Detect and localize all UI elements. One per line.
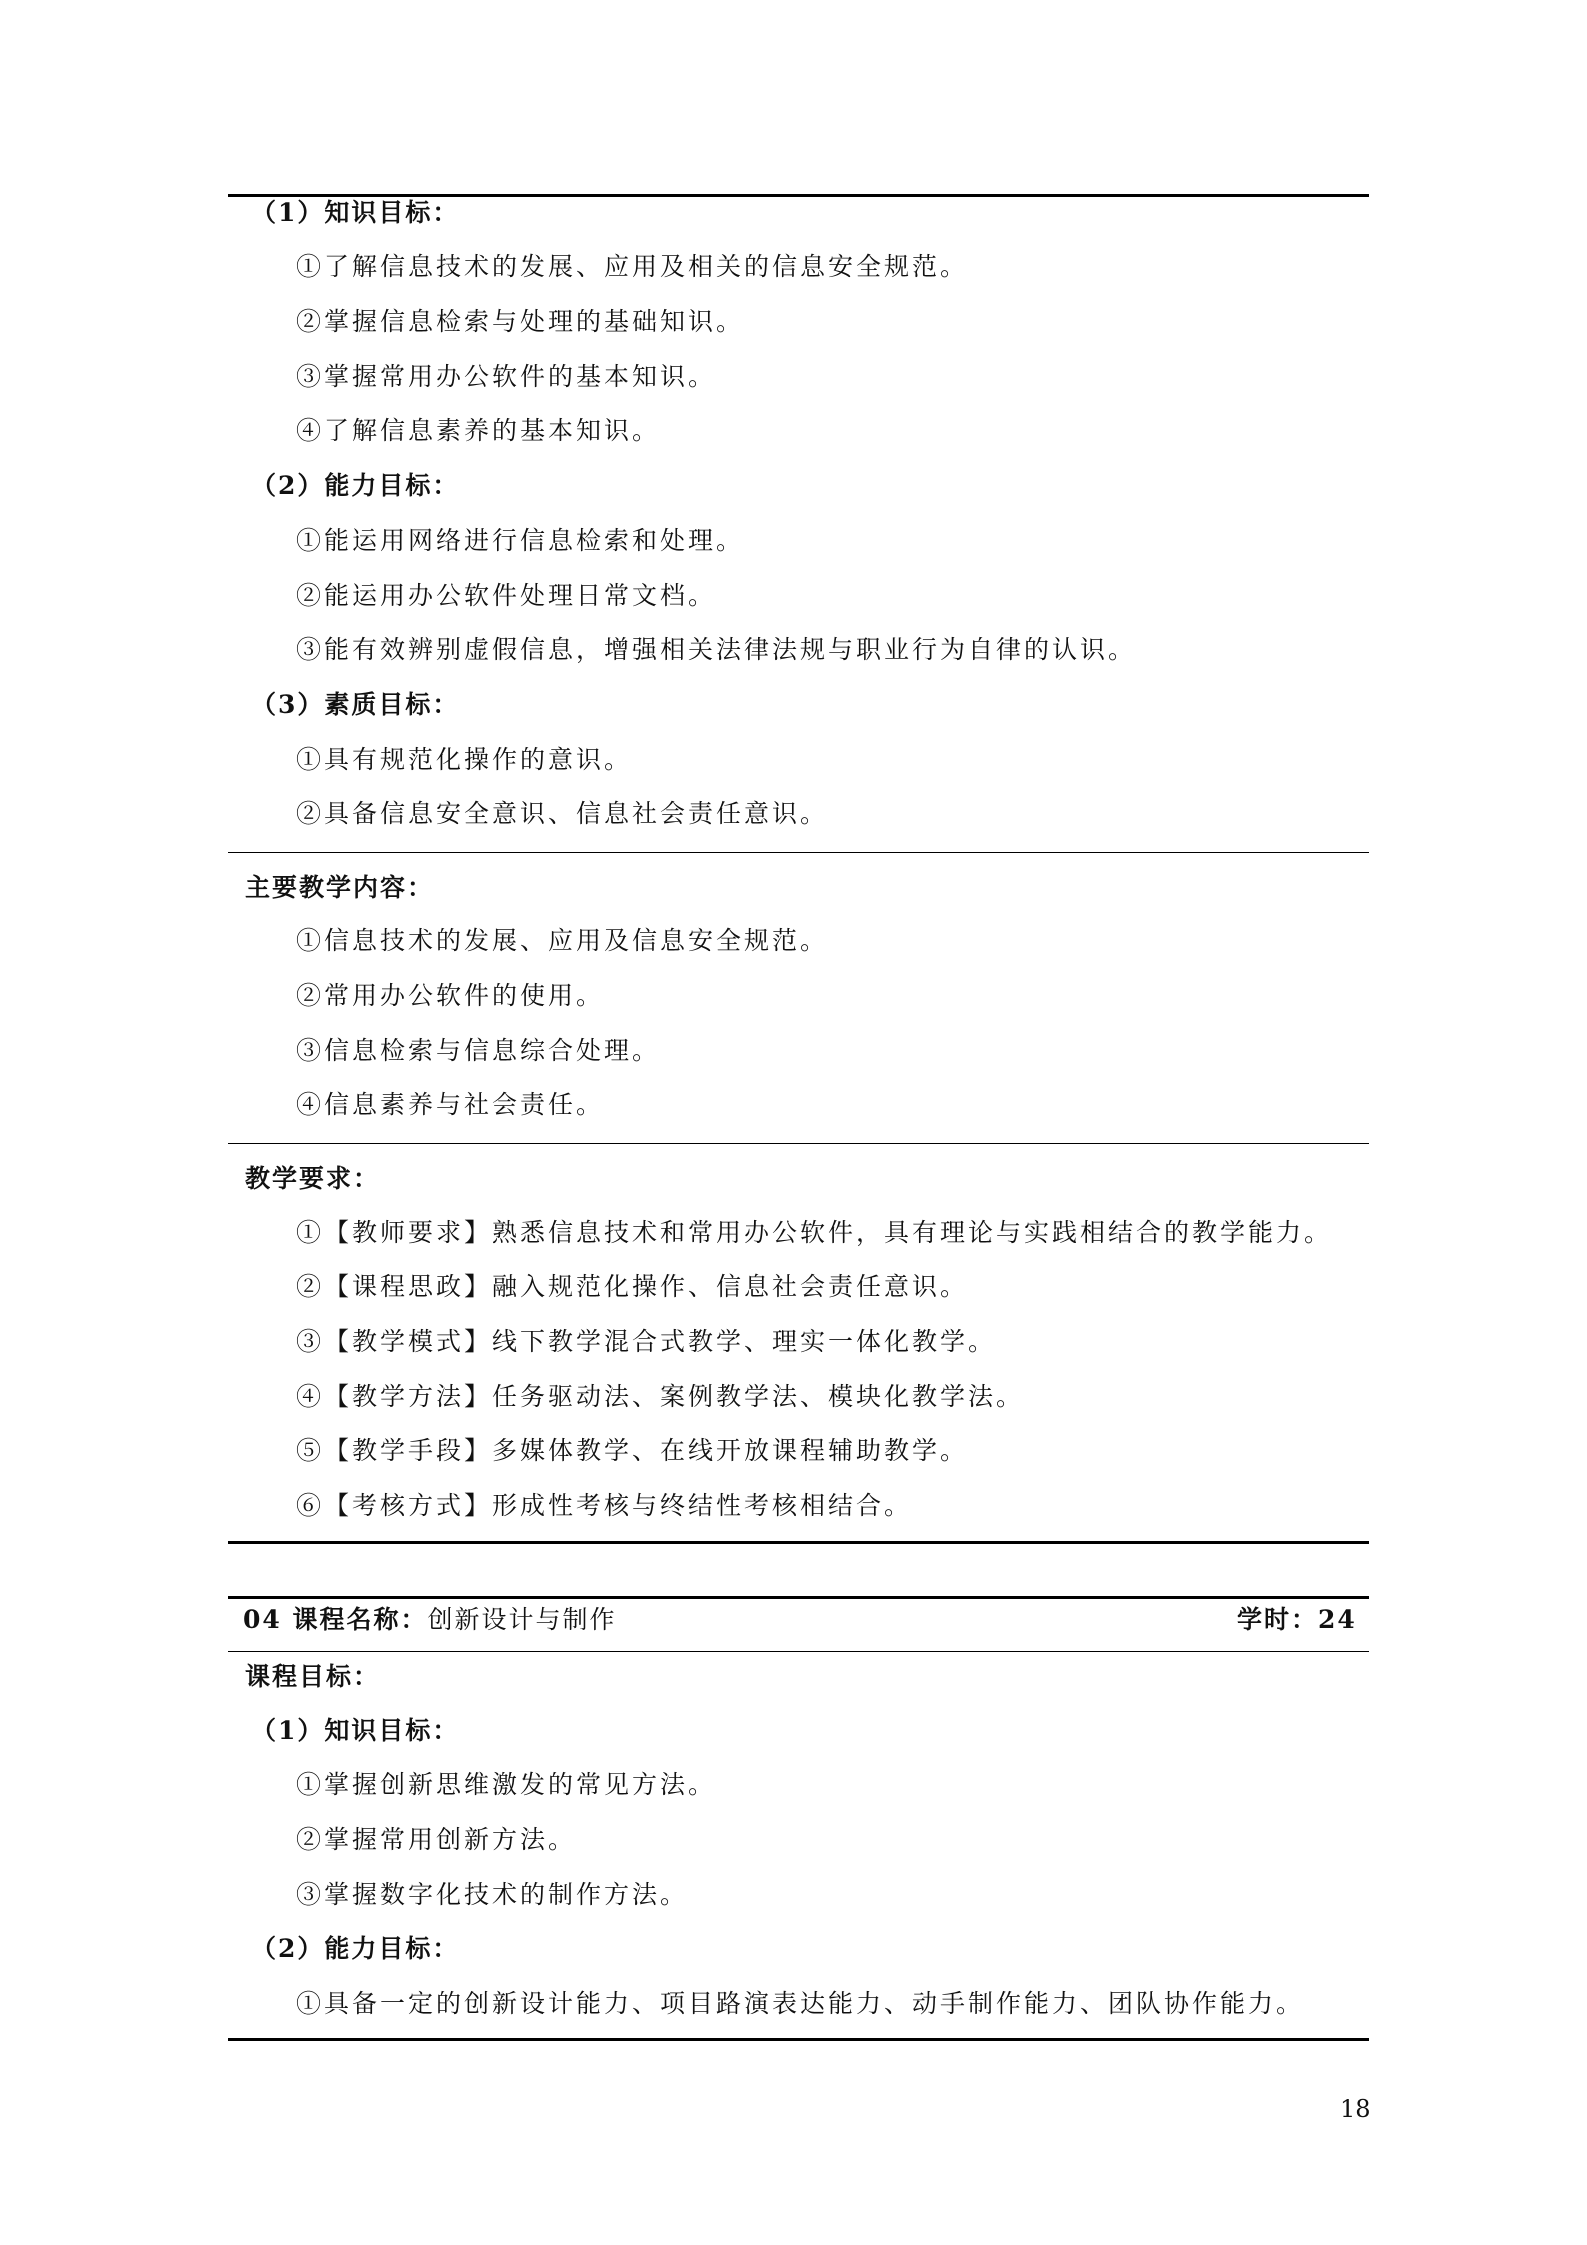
teaching-requirements-heading: 教学要求： xyxy=(245,1164,381,1193)
course-hours: 学时：24 xyxy=(1237,1605,1357,1634)
list-item: ③【教学模式】线下教学混合式教学、理实一体化教学。 xyxy=(296,1327,997,1356)
ability-goals-heading: （2）能力目标： xyxy=(251,1934,460,1963)
list-item: ①了解信息技术的发展、应用及相关的信息安全规范。 xyxy=(296,252,969,281)
list-item: ①【教师要求】熟悉信息技术和常用办公软件，具有理论与实践相结合的教学能力。 xyxy=(296,1218,1333,1247)
list-item: ④【教学方法】任务驱动法、案例教学法、模块化教学法。 xyxy=(296,1382,1025,1411)
divider-rule xyxy=(228,1143,1369,1144)
table-bottom-rule xyxy=(228,1541,1369,1544)
list-item: ③掌握数字化技术的制作方法。 xyxy=(296,1880,689,1909)
list-item: ②掌握常用创新方法。 xyxy=(296,1825,577,1854)
course-name-label: 04 课程名称： xyxy=(243,1605,428,1634)
page-number: 18 xyxy=(1340,2095,1371,2123)
list-item: ⑤【教学手段】多媒体教学、在线开放课程辅助教学。 xyxy=(296,1436,969,1465)
main-content-heading: 主要教学内容： xyxy=(245,873,435,902)
list-item: ③能有效辨别虚假信息，增强相关法律法规与职业行为自律的认识。 xyxy=(296,635,1137,664)
list-item: ④了解信息素养的基本知识。 xyxy=(296,416,661,445)
ability-goals-heading: （2）能力目标： xyxy=(251,471,460,500)
list-item: ①具备一定的创新设计能力、项目路演表达能力、动手制作能力、团队协作能力。 xyxy=(296,1989,1305,2018)
list-item: ⑥【考核方式】形成性考核与终结性考核相结合。 xyxy=(296,1491,913,1520)
course-goals-heading: 课程目标： xyxy=(245,1662,381,1691)
course-name-row xyxy=(243,1603,617,1637)
list-item: ②【课程思政】融入规范化操作、信息社会责任意识。 xyxy=(296,1272,969,1301)
divider-rule xyxy=(228,1651,1369,1652)
table-bottom-rule xyxy=(228,2038,1369,2041)
list-item: ②能运用办公软件处理日常文档。 xyxy=(296,581,717,610)
list-item: ④信息素养与社会责任。 xyxy=(296,1090,605,1119)
list-item: ①能运用网络进行信息检索和处理。 xyxy=(296,526,745,555)
list-item: ②掌握信息检索与处理的基础知识。 xyxy=(296,307,745,336)
knowledge-goals-heading: （1）知识目标： xyxy=(251,198,460,227)
list-item: ③掌握常用办公软件的基本知识。 xyxy=(296,362,717,391)
divider-rule xyxy=(228,852,1369,853)
list-item: ③信息检索与信息综合处理。 xyxy=(296,1036,661,1065)
table-top-rule xyxy=(228,1596,1369,1599)
list-item: ①具有规范化操作的意识。 xyxy=(296,745,633,774)
list-item: ②常用办公软件的使用。 xyxy=(296,981,605,1010)
list-item: ①掌握创新思维激发的常见方法。 xyxy=(296,1770,717,1799)
list-item: ②具备信息安全意识、信息社会责任意识。 xyxy=(296,799,829,828)
list-item: ①信息技术的发展、应用及信息安全规范。 xyxy=(296,926,829,955)
knowledge-goals-heading: （1）知识目标： xyxy=(251,1716,460,1745)
course-name: 创新设计与制作 xyxy=(427,1605,617,1634)
quality-goals-heading: （3）素质目标： xyxy=(251,690,460,719)
